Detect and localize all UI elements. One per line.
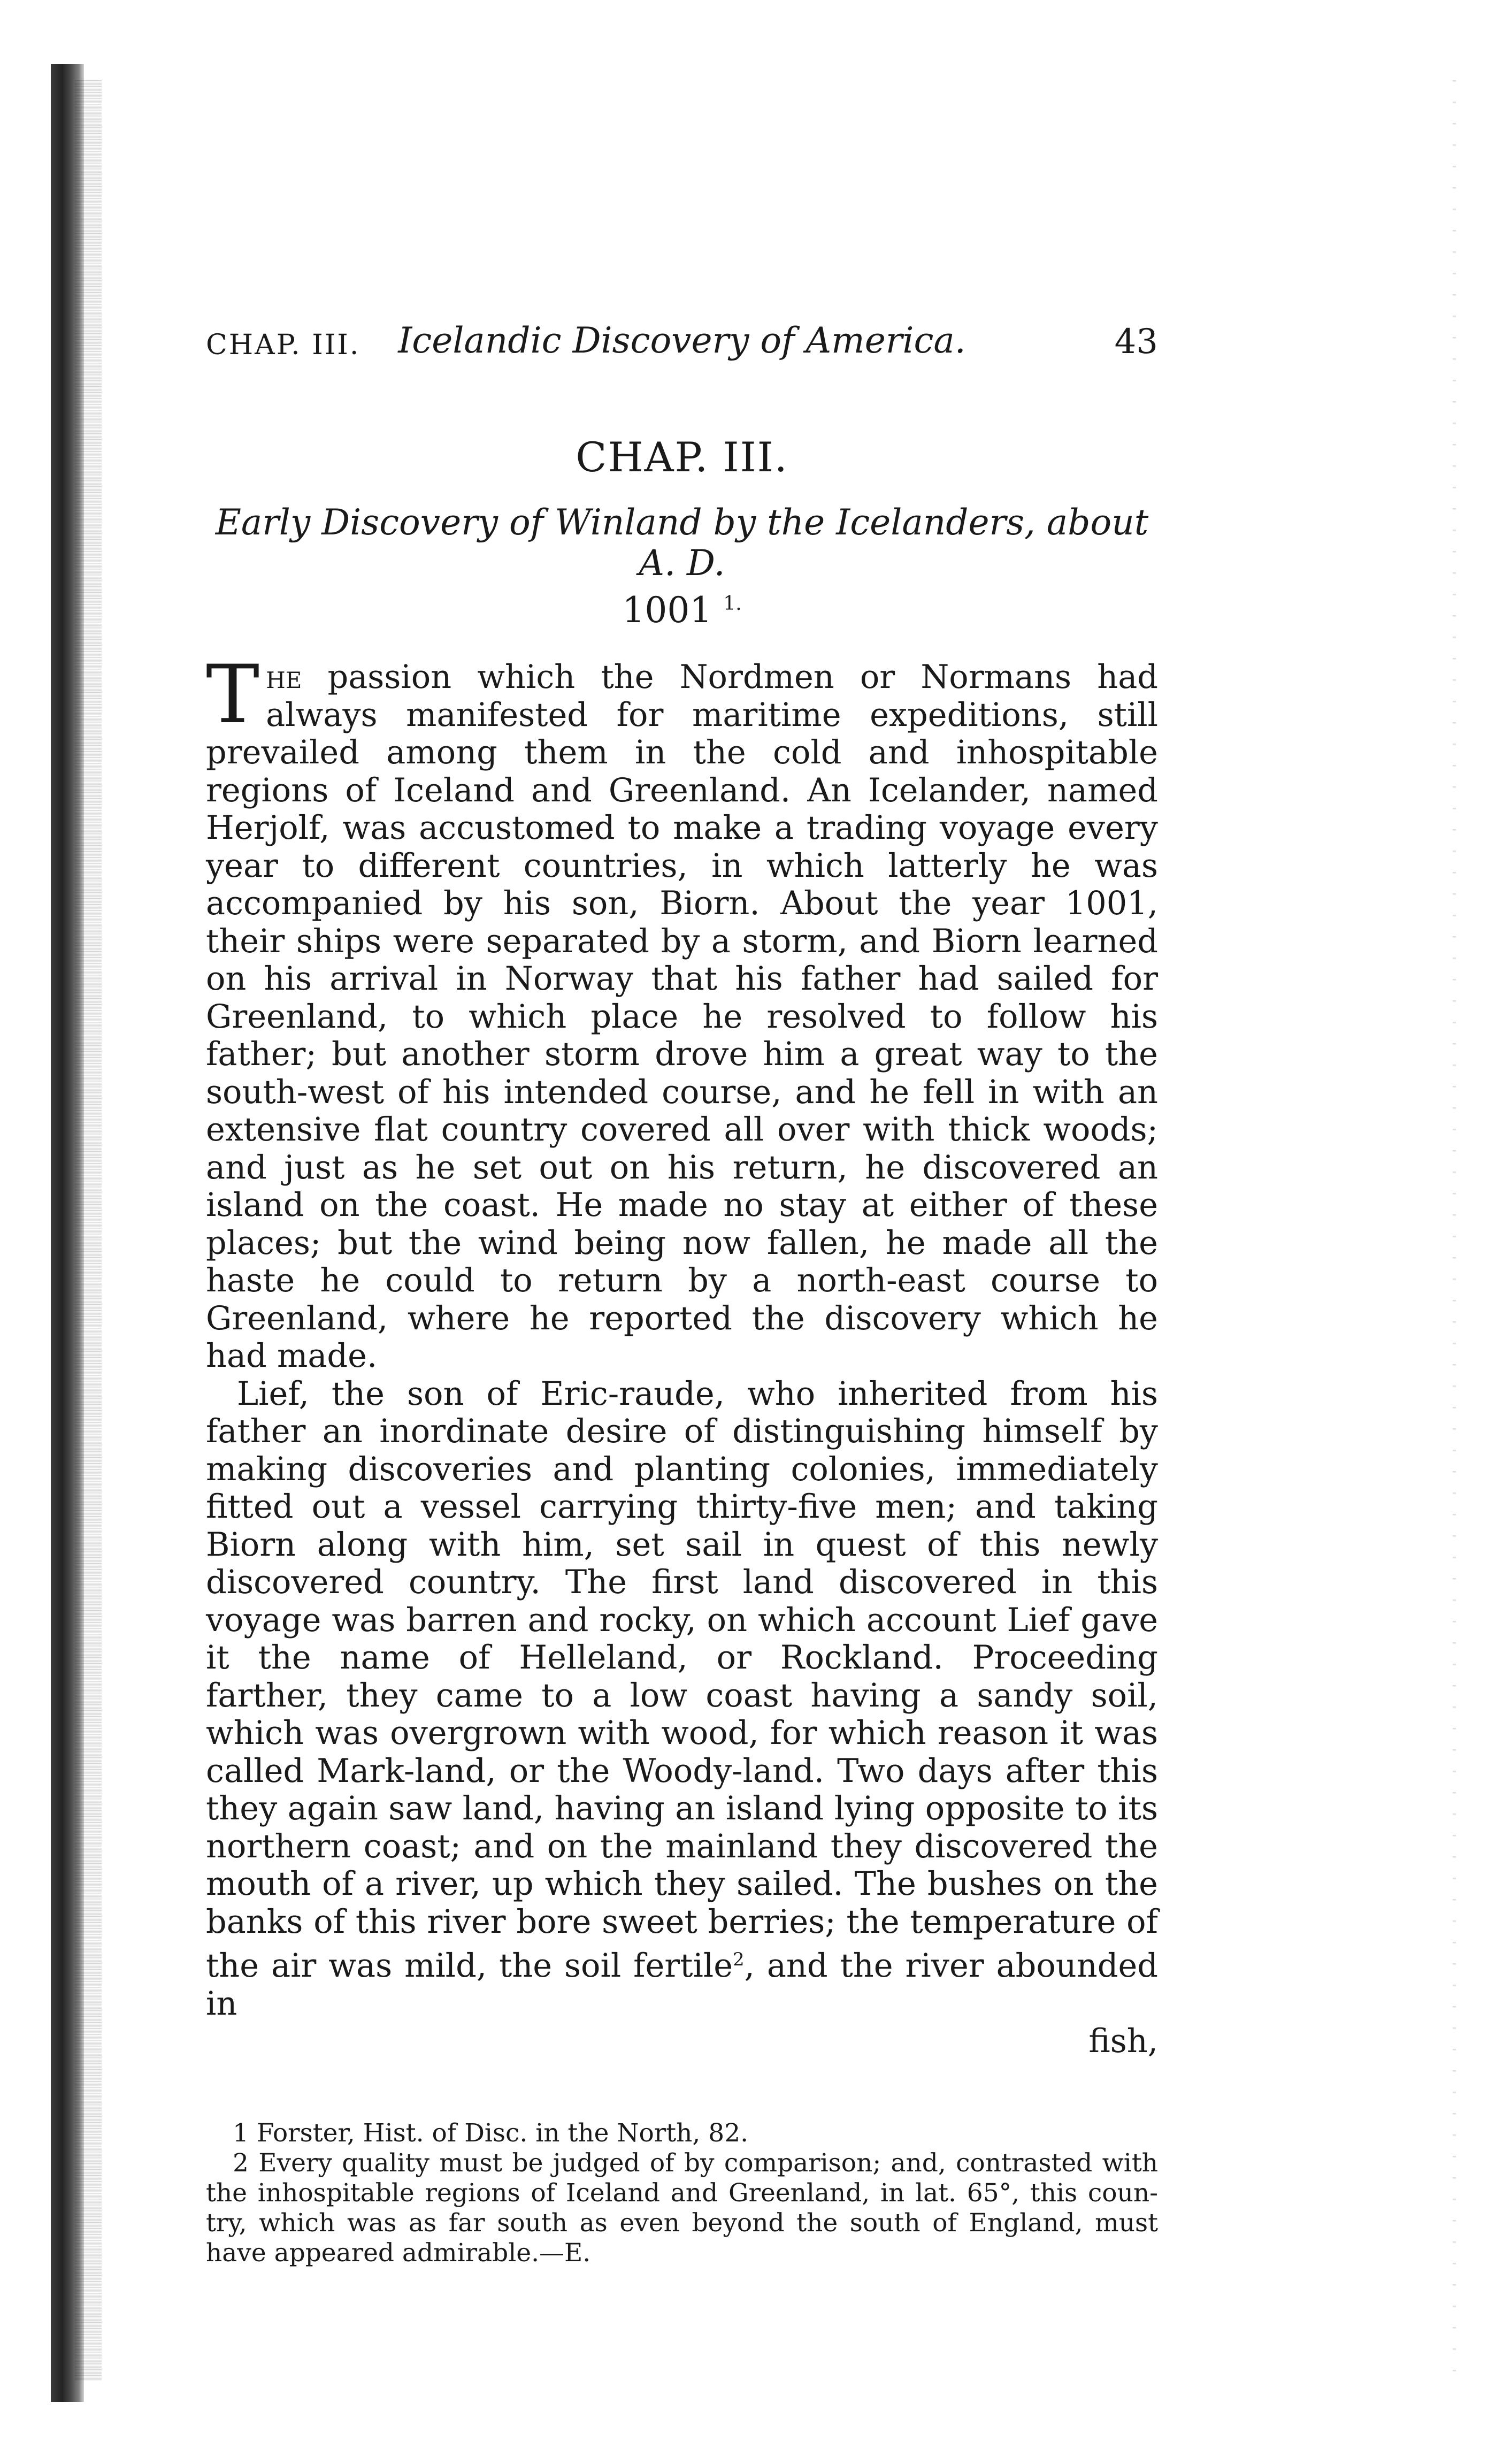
page-number: 43 — [1114, 322, 1158, 362]
chapter-title-text: Early Discovery of Winland by the Icelanders, about A. D. — [215, 502, 1149, 584]
footnotes — [206, 2118, 1158, 2268]
catchword: fish, — [1088, 2023, 1158, 2061]
chapter-title-footnote-ref: 1. — [723, 593, 742, 615]
chapter-title-year: 1001 — [622, 590, 712, 631]
paragraph-2 — [206, 1375, 1158, 2023]
body-text — [206, 648, 1158, 2061]
paragraph-1-opening: he — [266, 659, 302, 696]
paragraph-2-text: Lief, the son of Eric-raude, who inherited from his father an inordinate desire of distinguishing himself by making discoveries and planting colonies, immediately fitted out a vessel carrying thirty-five men; and taking Biorn along with him, set sail in quest of this newly discovered country. The first land discovered in this voyage was barren and rocky, on which account Lief gave it the name of Helleland, or Rockland. Proceeding farther, they came to a low coast having a sandy soil, which was overgrown with wood, for which reason it was called Mark-land, or the Woody-land. Two days after this they again saw land, having an island lying opposite to its northern coast; and on the mainland they discovered the mouth of a river, up which they sailed. The bushes on the banks of this river bore sweet berries; the temperature of the air was mild, the soil fertile — [206, 1375, 1158, 1985]
running-head-title: Icelandic Discovery of America. — [398, 320, 966, 361]
footnote-ref-2: 2 — [733, 1949, 745, 1970]
paragraph-1 — [206, 648, 1158, 1375]
paragraph-2-tail: , and the river abounded in — [206, 1947, 1158, 2023]
paragraph-1-text: passion which the Nordmen or Normans had always manifested for maritime expeditions, still prevailed among them in the cold and inhospitable regions of Iceland and Greenland. An Icelander, named Herjolf, was accustomed to make a trading voyage every year to different countries, in which latterly he was accompanied by his son, Biorn. About the year 1001, their ships were separated by a storm, and Biorn learned on his arrival in Norway that his father had sailed for Greenland, to which place he resolved to follow his father; but another storm drove him a great way to the south-west of his intended course, and he fell in with an extensive flat country covered all over with thick woods; and just as he set out on his return, he discovered an island on the coast. He made no stay at either of these places; but the wind being now fallen, he made all the haste he could to return by a north-east course to Greenland, where he reported the discovery which he had made. — [206, 659, 1158, 1375]
page-edge-marks — [1453, 80, 1456, 2381]
binding-shadow — [75, 80, 102, 2381]
footnote-1: 1 Forster, Hist. of Disc. in the North, 82. — [233, 2118, 749, 2148]
chapter-heading: CHAP. III. — [576, 433, 788, 481]
chapter-title — [206, 502, 1158, 631]
running-head — [206, 321, 1158, 369]
book-page — [206, 321, 1158, 2268]
footnote-2: 2 Every quality must be judged of by comparison; and, contrasted with the inhospitable regions of Iceland and Greenland, in lat. 65°, this country, which was as far south as even beyond the south of England, must have appeared admirable.—E. — [206, 2148, 1158, 2268]
drop-cap: T — [206, 648, 260, 741]
running-head-chapter: CHAP. III. — [206, 329, 361, 361]
